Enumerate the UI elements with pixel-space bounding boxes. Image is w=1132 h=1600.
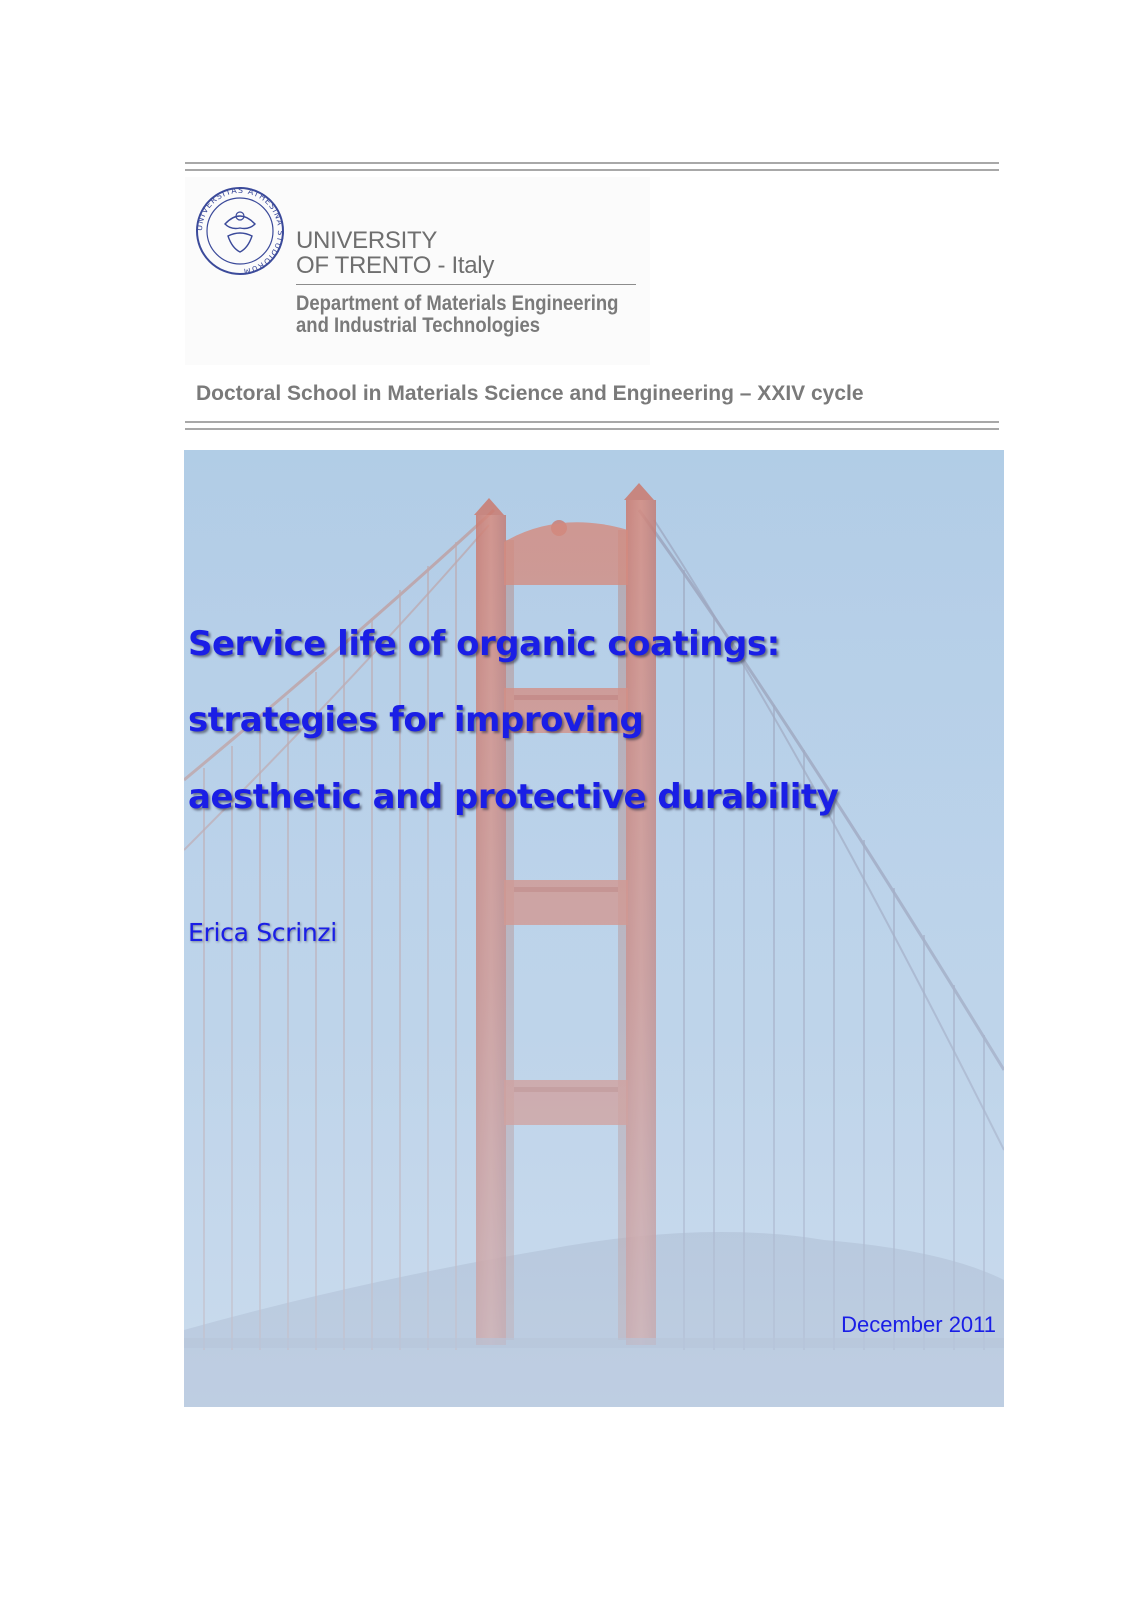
thesis-title-line1: Service life of organic coatings: <box>188 624 780 664</box>
university-name-line2: OF TRENTO - Italy <box>296 252 495 279</box>
top-rule-upper <box>185 162 999 164</box>
author-name: Erica Scrinzi <box>188 918 337 947</box>
department-line2: and Industrial Technologies <box>296 314 541 337</box>
svg-text:UNIVERSITAS ATHESINA STUDIORUM <box>195 186 285 276</box>
thesis-title-line3: aesthetic and protective durability <box>188 777 839 817</box>
university-name-line1: UNIVERSITY <box>296 227 438 254</box>
thesis-title-line2: strategies for improving <box>188 700 644 740</box>
top-rule-lower <box>185 169 999 171</box>
doctoral-school-line: Doctoral School in Materials Science and Engineering – XXIV cycle <box>196 382 864 405</box>
department-line1: Department of Materials Engineering <box>296 292 619 315</box>
publication-date: December 2011 <box>841 1312 996 1337</box>
logo-separator <box>296 284 636 285</box>
mid-rule-lower <box>185 428 999 430</box>
university-seal-icon <box>195 186 285 276</box>
seal-text: UNIVERSITAS ATHESINA STUDIORUM <box>195 186 285 276</box>
cover-image <box>184 450 1004 1407</box>
mid-rule-upper <box>185 421 999 423</box>
